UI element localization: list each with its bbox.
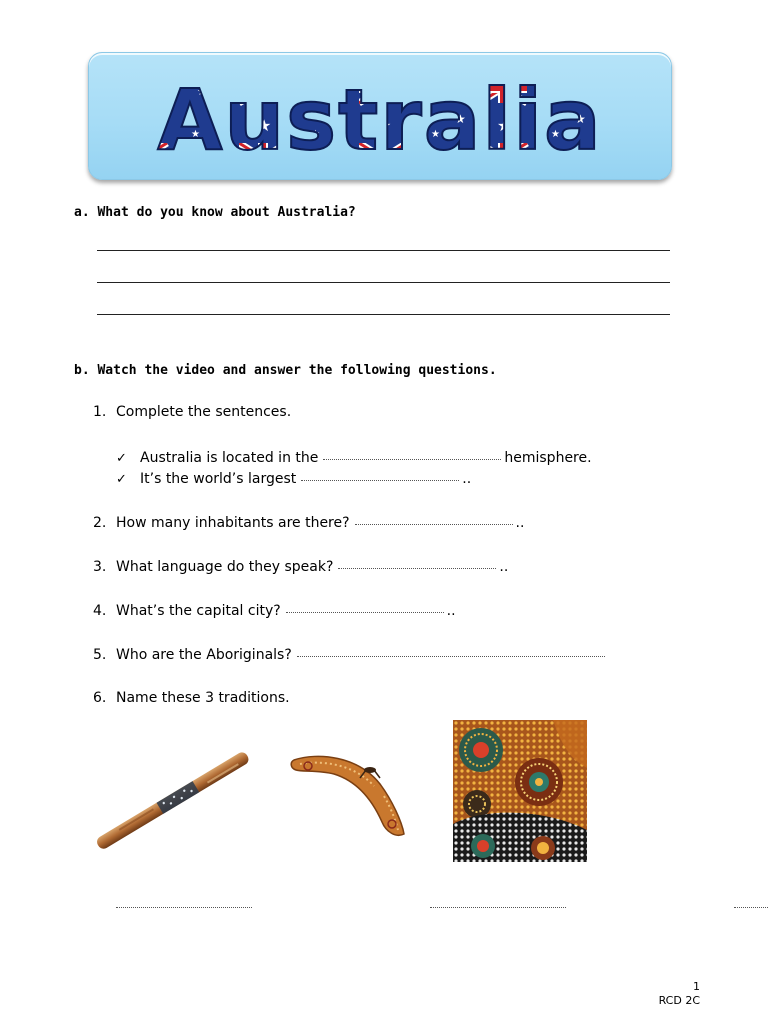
question-trail: .. [515, 515, 525, 531]
answer-blank[interactable] [338, 568, 496, 569]
checkmark-icon: ✓ [116, 451, 127, 466]
question-text: Who are the Aboriginals? [116, 647, 292, 663]
answer-blank-tradition-1[interactable] [116, 907, 252, 908]
didgeridoo-image [92, 748, 254, 854]
page-number: 1 [693, 980, 700, 993]
document-code: RCD 2C [658, 994, 700, 1007]
question-number: 3. [93, 559, 107, 575]
answer-line [97, 250, 670, 251]
section-a-heading: a. What do you know about Australia? [74, 205, 356, 220]
question-trail: .. [446, 603, 456, 619]
question-number: 5. [93, 647, 107, 663]
answer-line [97, 282, 670, 283]
question-number: 4. [93, 603, 107, 619]
answer-blank[interactable] [323, 459, 501, 460]
answer-blank[interactable] [286, 612, 444, 613]
boomerang-image [288, 748, 406, 840]
answer-blank[interactable] [355, 524, 513, 525]
bullet-2 [116, 471, 471, 487]
bullet-text: It’s the world’s largest [140, 471, 297, 487]
title-banner [88, 52, 672, 180]
page-footer [659, 980, 700, 1008]
question-number: 2. [93, 515, 107, 531]
question-6 [93, 690, 290, 706]
question-text: Complete the sentences. [116, 404, 292, 420]
question-text: What’s the capital city? [116, 603, 281, 619]
question-4 [93, 603, 456, 619]
bullet-trail: .. [462, 471, 472, 487]
question-number: 1. [93, 404, 107, 420]
answer-blank-tradition-3[interactable] [734, 907, 768, 908]
question-text: What language do they speak? [116, 559, 334, 575]
bullet-1 [116, 450, 592, 466]
question-number: 6. [93, 690, 107, 706]
australia-flag-title [89, 53, 671, 179]
aboriginal-dot-painting-image [453, 720, 587, 862]
answer-blank[interactable] [301, 480, 459, 481]
answer-blank[interactable] [297, 656, 605, 657]
bullet-trail: hemisphere. [504, 450, 592, 466]
question-text: Name these 3 traditions. [116, 690, 290, 706]
section-b-heading: b. Watch the video and answer the following questions. [74, 363, 497, 378]
answer-line [97, 314, 670, 315]
question-1 [93, 404, 291, 420]
banner-title: Australia [157, 71, 603, 169]
question-2 [93, 515, 524, 531]
question-trail: .. [499, 559, 509, 575]
question-5 [93, 647, 608, 663]
checkmark-icon: ✓ [116, 472, 127, 487]
bullet-text: Australia is located in the [140, 450, 319, 466]
question-3 [93, 559, 508, 575]
answer-blank-tradition-2[interactable] [430, 907, 566, 908]
question-text: How many inhabitants are there? [116, 515, 350, 531]
